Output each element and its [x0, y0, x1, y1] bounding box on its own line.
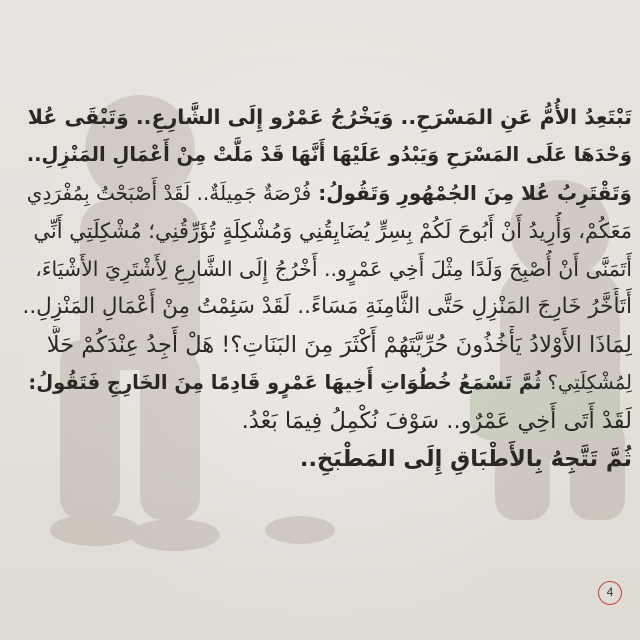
page-number: 4 — [598, 581, 622, 605]
story-line — [22, 98, 632, 136]
story-line — [22, 326, 632, 364]
dialogue-text: مَعَكُمْ، وَأُرِيدُ أَنْ أَبُوحَ لَكُمْ بِسِرٍّ يُضَايِقُنِي وَمُشْكِلَةٍ تُؤَرِّقُنِي؛ مُشْكِلَتِي أَنِّي — [33, 219, 632, 243]
narration-text: تَبْتَعِدُ الأُمُّ عَنِ المَسْرَحِ.. وَيَخْرُجُ عَمْرٌو إِلَى الشَّارِعِ.. وَتَبْقَى عُلا — [27, 105, 632, 129]
dialogue-text: لِمُشْكِلَتِي؟ — [541, 371, 632, 394]
story-text — [22, 98, 632, 478]
story-line — [22, 174, 632, 212]
narration-text: وَحْدَهَا عَلَى المَسْرَحِ وَيَبْدُو عَلَيْهَا أَنَّهَا قَدْ مَلَّتْ مِنْ أَعْمَالِ المَنْزِلِ.. — [26, 143, 632, 166]
narration-text: ثُمَّ تَتَّجِهُ بِالأَطْبَاقِ إِلَى المَطْبَخِ.. — [299, 446, 632, 472]
story-line — [22, 250, 632, 288]
story-line — [22, 288, 632, 326]
story-line — [22, 402, 632, 440]
narration-text: ثُمَّ تَسْمَعُ خُطُوَاتِ أَخِيهَا عَمْرٍو قَادِمًا مِنَ الخَارِجِ فَتَقُولُ: — [28, 371, 542, 394]
story-line — [22, 212, 632, 250]
dialogue-text: فُرْصَةٌ جَمِيلَةٌ.. لَقَدْ أَصْبَحْتُ بِمُفْرَدِي — [26, 181, 312, 205]
dialogue-text: لَقَدْ أَتَى أَخِي عَمْرٌو.. سَوْفَ نُكْمِلُ فِيمَا بَعْدُ. — [241, 408, 632, 434]
story-line — [22, 440, 632, 478]
story-line — [22, 136, 632, 174]
dialogue-text: لِمَاذَا الأَوْلادُ يَأْخُذُونَ حُرِّيَّتَهُمْ أَكْثَرَ مِنَ البَنَاتِ؟! هَلْ أَجِدُ عِنْدَكُمْ حَلًّا — [46, 332, 632, 358]
narration-text: وَتَقْتَرِبُ عُلا مِنَ الجُمْهُورِ وَتَقُولُ: — [311, 181, 632, 205]
dialogue-text: أَتَمَنَّى أَنْ أُصْبِحَ وَلَدًا مِثْلَ أَخِي عَمْرٍو.. أَخْرُجُ إِلَى الشَّارِعِ لِأَشْتَرِيَ الأَشْيَاءَ، — [35, 257, 632, 281]
dialogue-text: أَتَأَخَّرُ خَارِجَ المَنْزِلِ حَتَّى الثَّامِنَةِ مَسَاءً.. لَقَدْ سَئِمْتُ مِنْ أَعْمَالِ المَنْزِلِ.. — [22, 294, 632, 319]
story-line — [22, 364, 632, 402]
